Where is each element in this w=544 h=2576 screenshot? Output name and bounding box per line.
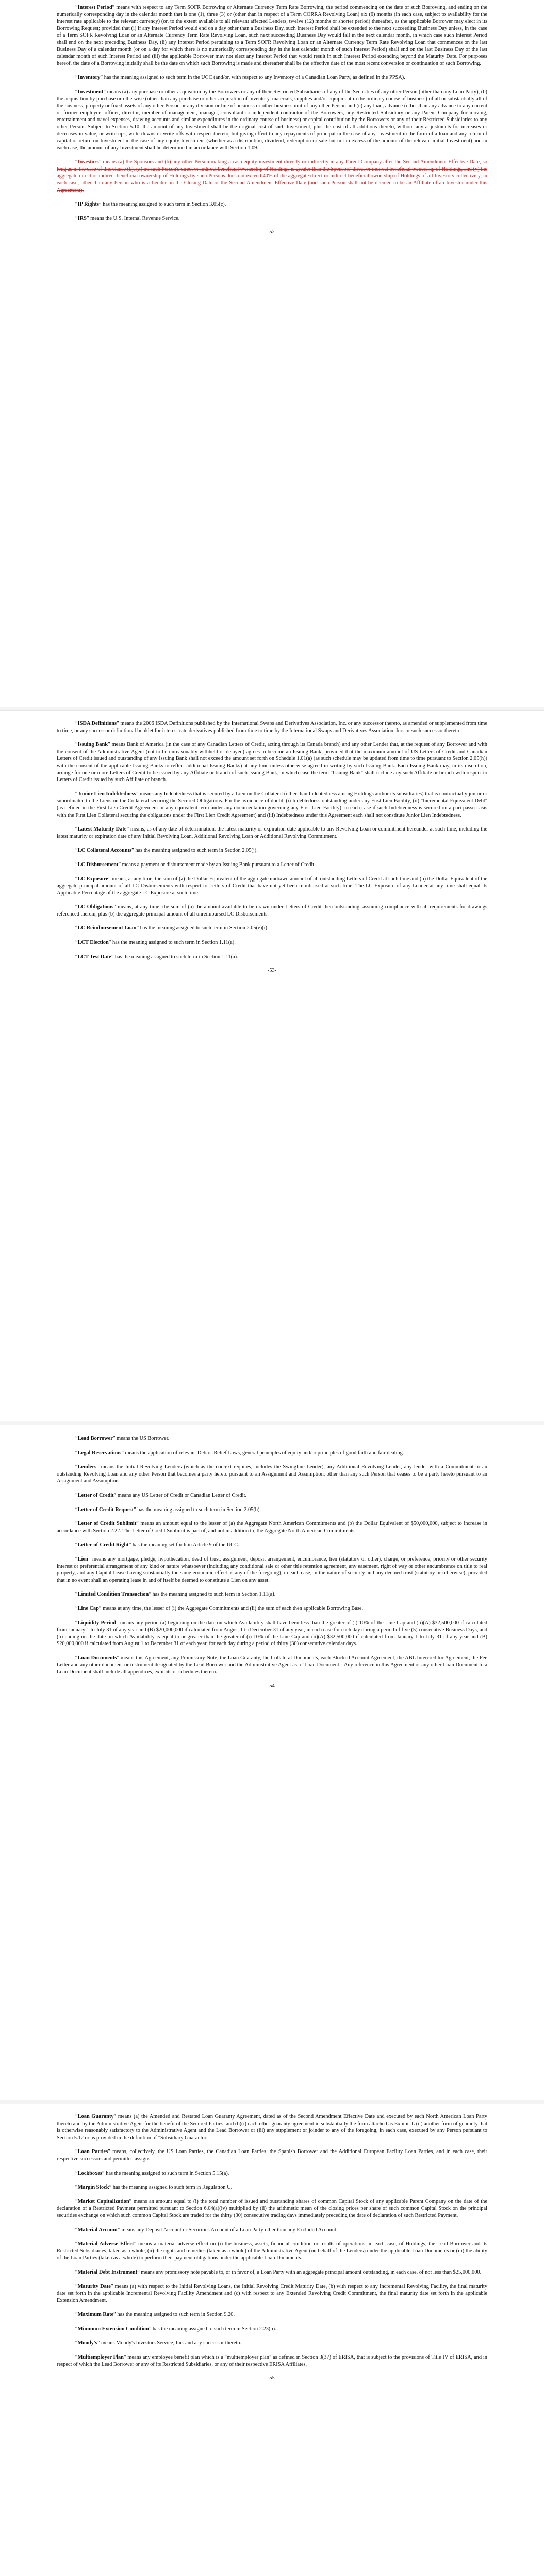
defined-term: Letter of Credit: [77, 1492, 114, 1498]
definition-multiemployer: “Multiemployer Plan” means any employee benefit plan which is a "multiemployer plan" as defined in Section 3(37) of ERISA, that is subject to the provisions of Title IV of ERISA, and in respect of which the Lead Borrower or any of its Restricted Subsidiaries, or any of their respective ERISA Affiliates,: [57, 2354, 487, 2367]
definition-text: has the meaning assigned to such term in Regulation U.: [111, 2184, 233, 2191]
definition-text: means any promissory note payable to, or in favor of, a Loan Party with an aggregate principal amount outstanding, in each case, of not less than $25,000,000.: [139, 2269, 482, 2275]
definition-inventory: “Inventory” has the meaning assigned to such term in the UCC (and/or, with respect to any Inventory of a Canadian Loan Party, as defined in the PPSA).: [75, 75, 405, 81]
defined-term: Loan Guaranty: [77, 2114, 114, 2120]
defined-term: Letter of Credit Sublimit: [77, 1521, 137, 1527]
definition-text: means Moody's Investors Service, Inc. and any successor thereto.: [100, 2340, 242, 2346]
defined-term: LC Reimbursement Loan: [77, 925, 137, 931]
defined-term: IP Rights: [77, 201, 99, 208]
page-53: [0, 720, 544, 973]
defined-term: IRS: [77, 215, 87, 222]
definition-mae: “Material Adverse Effect” means a material adverse effect on (i) the business, assets, financial condition or results of operations, in each case, of Holdings, the Lead Borrower and its Restricted Subsidiaries, taken as a whole, (ii) the rights and remedies (taken as a whole) of the Administrative Agent (on behalf of the Lenders) under the applicable Loan Documents or (iii) the ability of the Loan Parties (taken as a whole) to perform their payment obligations under the applicable Loan Documents.: [57, 2241, 488, 2261]
definition-legal-reservations: “Legal Reservations” means the application of relevant Debtor Relief Laws, general principles of equity and/or principles of good faith and fair dealing.: [75, 1450, 404, 1456]
definition-market-cap: “Market Capitalization” means an amount equal to (i) the total number of issued and outstanding shares of common Capital Stock of any applicable Parent Company on the date of the declaration of a Restricted Payment permitted pursuant to Section 6.04(a)(iv) multiplied by (ii) the arithmetic mean of the closing prices per share of such common Capital Stock on the principal securities exchange on which such common Capital Stock are traded for the thirty (30) consecutive trading days immediately preceding the date of declaration of such Restricted Payment.: [57, 2198, 487, 2218]
defined-term: Material Debt Instrument: [77, 2269, 138, 2275]
defined-term: Multiemployer Plan: [77, 2354, 124, 2361]
definition-lct-election: “LCT Election” has the meaning assigned to such term in Section 1.11(a).: [75, 940, 236, 946]
definition-lc-disbursement: “LC Disbursement” means a payment or disbursement made by an Issuing Bank pursuant to a Letter of Credit.: [75, 861, 316, 868]
definition-lc-collateral: “LC Collateral Accounts” has the meaning assigned to such term in Section 2.05(j).: [75, 848, 258, 854]
page-53-body: [57, 720, 487, 960]
defined-term: LC Obligations: [77, 904, 113, 910]
definition-text: means a payment or disbursement made by an Issuing Bank pursuant to a Letter of Credit.: [121, 861, 316, 868]
defined-term: Junior Lien Indebtedness: [77, 791, 136, 797]
page-54: [0, 1435, 544, 1689]
definition-text: has the meaning assigned to such term in Section 2.23(b).: [151, 2326, 276, 2332]
definition-text: has the meaning assigned to such term in Section 1.11(a).: [111, 940, 236, 946]
definition-maturity-date: “Maturity Date” means (a) with respect to the Initial Revolving Loans, the Initial Revolving Credit Maturity Date, (b) with respect to any Incremental Revolving Facility, the final maturity date set forth in the applicable Incremental Revolving Facility Amendment and (c) with respect to any Extended Revolving Credit Commitment, the final maturity date set forth in the applicable Extension Amendment.: [57, 2283, 488, 2303]
definition-text: has the meaning assigned to such term in Section 1.11(a).: [113, 954, 238, 960]
defined-term: Investors: [77, 159, 99, 165]
definition-maximum-rate: “Maximum Rate” has the meaning assigned to such term in Section 9.20.: [75, 2312, 235, 2318]
definition-loc-right: “Letter-of-Credit Right” has the meaning set forth in Article 9 of the UCC.: [75, 1542, 239, 1548]
definition-isda: “ISDA Definitions” means the 2006 ISDA Definitions published by the International Swaps and Derivatives Association, Inc. or any successor thereto, as amended or supplemented from time to time, or any successor definitional booklet for interest rate derivatives published from time to time by the International Swaps and Derivatives Association, Inc. or such successor thereto.: [57, 721, 487, 734]
definition-margin-stock: “Margin Stock” has the meaning assigned to such term in Regulation U.: [75, 2184, 233, 2191]
defined-term: Lockboxes: [77, 2170, 102, 2176]
definition-text: means an amount equal to the lesser of (a) the Aggregate North American Commitments and (b) the Dollar Equivalent of $50,000,000, subject to increase in accordance with Section 2.22. The Letter of Credit Sublimit is part of, and not in addition to, the Aggregate North American Commitments.: [57, 1521, 487, 1534]
definition-text: means (a) with respect to the Initial Revolving Loans, the Initial Revolving Credit Maturity Date, (b) with respect to any Incremental Revolving Facility, the final maturity date set forth in the applicable Incremental Revolving Facility Amendment and (c) with respect to any Extended Revolving Credit Commitment, the final maturity date set forth in the applicable Extension Amendment.: [57, 2283, 488, 2303]
page-55: [0, 2113, 544, 2381]
definition-lc-obligations: “LC Obligations” means, at any time, the sum of (a) the amount available to be drawn under Letters of Credit then outstanding, assuming compliance with all requirements for drawings referenced therein, plus (b) the aggregate principal amount of all unreimbursed LC Disbursements.: [57, 904, 487, 917]
definition-text: means with respect to any Term SOFR Borrowing or Alternate Currency Term Rate Borrowing, the period commencing on the date of such Borrowing, and ending on the numerically corresponding day in the calendar month that is one (1), three (3) or (other than in respect of a Term CORRA Revolving Loan) six (6) months (in each case, subject to availability for the interest rate applicable to the relevant currency) (or, to the extent available to all relevant affected Lenders, twelve (12) months or shorter period) thereafter, as the applicable Borrower may elect in its Borrowing Request; provided that (i) if any Interest Period would end on a day other than a Business Day, such Interest Period shall be extended to the next succeeding Business Day unless, in the case of a Term SOFR Revolving Loan or an Alternate Currency Term Rate Revolving Loan, such next succeeding Business Day would fall in the next calendar month, in which case such Interest Period shall end on the next preceding Business Day, (ii) any Interest Period pertaining to a Term SOFR Revolving Loan or an Alternate Currency Term Rate Revolving Loan that commences on the last Business Day of a calendar month (or on a day for which there is no numerically corresponding day in the last calendar month of such Interest Period) shall end on the last Business Day of the last calendar month of such Interest Period and (iii) the applicable Borrower may not elect any Interest Period that would result in such Interest Period extending beyond the Maturity Date. For purposes hereof, the date of a Borrowing initially shall be the date on which such Borrowing is made and thereafter shall be the effective date of the most recent conversion or continuation of such Borrowing.: [57, 5, 487, 66]
definition-text: means any employee benefit plan which is a "multiemployer plan" as defined in Section 3(37) of ERISA, that is subject to the provisions of Title IV of ERISA, and in respect of which the Lead Borrower or any of its Restricted Subsidiaries, or any of their respective ERISA Affiliates,: [57, 2354, 487, 2367]
page-54-body: [57, 1435, 487, 1676]
defined-term: Liquidity Period: [77, 1620, 116, 1626]
definition-limited-condition: “Limited Condition Transaction” has the meaning assigned to such term in Section 1.11(a).: [75, 1591, 276, 1598]
defined-term: Material Account: [77, 2227, 118, 2233]
defined-term: Latest Maturity Date: [77, 826, 127, 833]
definition-text: means, as of any date of determination, the latest maturity or expiration date applicable to any Revolving Loan or commitment hereunder at such time, including the latest maturity or expiration date of any Initial Revolving Loan, Additional Revolving Loan or Additional Revolving Commitment.: [57, 826, 487, 839]
defined-term: Lead Borrower: [77, 1436, 113, 1442]
defined-term: LC Collateral Accounts: [77, 848, 132, 854]
definition-text: has the meaning assigned to such term in Section 2.05(e)(i).: [138, 925, 269, 931]
defined-term: Moody's: [77, 2340, 97, 2346]
defined-term: Lien: [77, 1556, 88, 1562]
definition-text: means any Deposit Account or Securities Account of a Loan Party other than any Excluded Account.: [120, 2227, 338, 2233]
defined-term: LCT Test Date: [77, 954, 111, 960]
defined-term: Minimum Extension Condition: [77, 2326, 149, 2332]
definition-junior-lien: “Junior Lien Indebtedness” means any Indebtedness that is secured by a Lien on the Collateral (other than Indebtedness among Holdings and/or its subsidiaries) that is contractually junior or subordinated to the Liens on the Collateral securing the Secured Obligations. For the avoidance of doubt, (i) Indebtedness outstanding under any First Lien Facility, (ii) "Incremental Equivalent Debt" (as defined in the First Lien Credit Agreement or any equivalent term under any documentation governing any First Lien Facility), in each case if such Indebtedness is secured on a pari passu basis with the First Lien Collateral securing the obligations under the First Lien Credit Agreement) and (iii) Indebtedness under this Agreement each shall not constitute Junior Lien Indebtedness.: [57, 791, 487, 818]
definition-text: has the meaning assigned to such term in Section 5.15(a).: [104, 2170, 229, 2176]
page-divider: [0, 1421, 544, 1425]
definition-investment: “Investment” means (a) any purchase or other acquisition by the Borrowers or any of their Restricted Subsidiaries of any of the Securities of any other Person (other than any Loan Party), (b) the acquisition by purchase or otherwise (other than any purchase or other acquisition of inventory, materials, supplies and/or equipment in the ordinary course of business) of all or substantially all of the business, property or fixed assets of any other Person or any division or line of business or other business unit of any other Person and (c) any loan, advance (other than any advance to any current or former employee, officer, director, member of management, manager, consultant or independent contractor of the Borrowers, any Restricted Subsidiary or any Parent Company for moving, entertainment and travel expenses, drawing accounts and similar expenditures in the ordinary course of business) or capital contribution by the Borrowers or any of their Restricted Subsidiaries to any other Person. Subject to Section 5.10, the amount of any Investment shall be the original cost of such Investment, plus the cost of all additions thereto, without any adjustments for increases or decreases in value, or write-ups, write-downs or write-offs with respect thereto, but giving effect to any repayments of principal in the case of any Investment in the form of a loan and any return of capital or return on Investment in the case of any equity Investment (whether as a distribution, dividend, redemption or sale but not in excess of the amount of the relevant initial Investment) and in each case, the amount of any Investment shall be determined in accordance with Section 1.09.: [57, 89, 487, 151]
defined-term: Inventory: [77, 75, 101, 81]
defined-term: Interest Period: [77, 5, 112, 10]
defined-term: Lenders: [77, 1464, 96, 1470]
definition-text: means the US Borrower.: [115, 1436, 170, 1442]
definition-moodys: “Moody's” means Moody's Investors Service, Inc. and any successor thereto.: [75, 2340, 242, 2346]
definition-loan-guaranty: “Loan Guaranty” means (a) the Amended and Restated Loan Guaranty Agreement, dated as of the Second Amendment Effective Date and executed by each North American Loan Party thereto and by the Administrative Agent for the benefit of the Secured Parties, and (b)(i) each other guaranty agreement in substantially the form attached as Exhibit L (ii) another form of guaranty that is otherwise reasonably satisfactory to the Administrative Agent and the Lead Borrower or (iii) any supplement or joinder to any of the foregoing, in each case, executed by any Person pursuant to Section 5.12 or as provided in the definition of "Subsidiary Guarantor".: [57, 2114, 487, 2141]
definition-letter-of-credit: “Letter of Credit” means any US Letter of Credit or Canadian Letter of Credit.: [75, 1492, 247, 1498]
definition-text: means any Indebtedness that is secured by a Lien on the Collateral (other than Indebtedness among Holdings and/or its subsidiaries) that is contractually junior or subordinated to the Liens on the Collateral securing the Secured Obligations. For the avoidance of doubt, (i) Indebtedness outstanding under any First Lien Facility, (ii) "Incremental Equivalent Debt" (as defined in the First Lien Credit Agreement or any equivalent term under any documentation governing any First Lien Facility), in each case if such Indebtedness is secured on a pari passu basis with the First Lien Collateral securing the obligations under the First Lien Credit Agreement) and (iii) Indebtedness under this Agreement each shall not constitute Junior Lien Indebtedness.: [57, 791, 487, 818]
definition-text: means, collectively, the US Loan Parties, the Canadian Loan Parties, the Spanish Borrower and the Additional European Facility Loan Parties, and in each case, their respective successors and permitted assigns.: [57, 2149, 487, 2162]
definition-text: has the meaning assigned to such term in the UCC (and/or, with respect to any Inventory of a Canadian Loan Party, as defined in the PPSA).: [103, 75, 405, 81]
page-number: -52-: [267, 229, 277, 235]
defined-term: Material Adverse Effect: [77, 2241, 134, 2247]
definition-ip-rights: “IP Rights” has the meaning assigned to such term in Section 3.05(c).: [75, 201, 226, 208]
definition-text: means (a) the Amended and Restated Loan Guaranty Agreement, dated as of the Second Amendment Effective Date and executed by each North American Loan Party thereto and by the Administrative Agent for the benefit of the Secured Parties, and (b)(i) each other guaranty agreement in substantially the form attached as Exhibit L (ii) another form of guaranty that is otherwise reasonably satisfactory to the Administrative Agent and the Lead Borrower or (iii) any supplement or joinder to any of the foregoing, in each case, executed by any Person pursuant to Section 5.12 or as provided in the definition of "Subsidiary Guarantor".: [57, 2114, 487, 2141]
definition-text: has the meaning assigned to such term in Section 2.05(b).: [136, 1506, 261, 1513]
page-divider: [0, 707, 544, 711]
definition-text: has the meaning assigned to such term in Section 1.11(a).: [151, 1591, 276, 1598]
page-number: -55-: [267, 2375, 277, 2381]
definition-text: means, at any time, the sum of (a) the Dollar Equivalent of the aggregate undrawn amount of all outstanding Letters of Credit at such time and (b) the Dollar Equivalent of the aggregate principal amount of all LC Disbursements with respect to Letters of Credit that have not yet been reimbursed at such time. The LC Exposure of any Lender at any time shall equal its Applicable Percentage of the aggregate LC Exposure at such time.: [57, 876, 487, 896]
definition-text: has the meaning assigned to such term in Section 2.05(j).: [134, 848, 258, 854]
defined-term: Limited Condition Transaction: [77, 1591, 149, 1598]
defined-term: Market Capitalization: [77, 2198, 129, 2205]
definition-lockboxes: “Lockboxes” has the meaning assigned to such term in Section 5.15(a).: [75, 2170, 229, 2176]
definition-loc-request: “Letter of Credit Request” has the meaning assigned to such term in Section 2.05(b).: [75, 1506, 261, 1513]
defined-term: Issuing Bank: [77, 742, 108, 748]
defined-term: Legal Reservations: [77, 1450, 122, 1456]
page-number: -53-: [267, 968, 277, 974]
page-number: -54-: [267, 1683, 277, 1689]
defined-term: LCT Election: [77, 940, 109, 946]
definition-text: means the Initial Revolving Lenders (which as the context requires, includes the Swingline Lender), any Additional Revolving Lender, any lender with a Commitment or an outstanding Revolving Loan and any other Person that becomes a party hereto pursuant to an Assignment and Assumption, other than any such Person that ceases to be a party hereto pursuant to an Assignment and Assumption.: [57, 1464, 487, 1484]
definition-loan-parties: “Loan Parties” means, collectively, the US Loan Parties, the Canadian Loan Parties, the Spanish Borrower and the Additional European Facility Loan Parties, and in each case, their respective successors and permitted assigns.: [57, 2149, 487, 2162]
definition-text: means any US Letter of Credit or Canadian Letter of Credit.: [116, 1492, 247, 1498]
definition-text: means (a) the Sponsors and (b) any other Person making a cash equity investment directly or indirectly in any Parent Company after the Second Amendment Effective Date, so long as in the case of this clause (b), (x) no such Person's direct or indirect beneficial ownership of Holdings is greater than the Sponsors' direct or indirect beneficial ownership of Holdings, and (y) the aggregate direct or indirect beneficial ownership of Holdings by such Persons does not exceed 40% of the aggregate direct or indirect beneficial ownership of Holdings of all Investors collectively, in each case, other than any Person who is a Lender on the Closing Date or the Second Amendment Effective Date (and such Person shall not be deemed to be an Affiliate of an Investor under this Agreement).: [57, 159, 487, 193]
definition-loc-sublimit: “Letter of Credit Sublimit” means an amount equal to the lesser of (a) the Aggregate North American Commitments and (b) the Dollar Equivalent of $50,000,000, subject to increase in accordance with Section 2.22. The Letter of Credit Sublimit is part of, and not in addition to, the Aggregate North American Commitments.: [57, 1521, 487, 1534]
definition-text: means at any time, the lesser of (i) the Aggregate Commitments and (ii) the sum of each then applicable Borrowing Base.: [101, 1605, 364, 1612]
page-52: [0, 4, 544, 235]
definition-lead-borrower: “Lead Borrower” means the US Borrower.: [75, 1436, 170, 1442]
definition-text: has the meaning assigned to such term in Section 9.20.: [116, 2312, 235, 2318]
definition-issuing-bank: “Issuing Bank” means Bank of America (in the case of any Canadian Letters of Credit, acting through its Canada branch) and any other Lender that, at the request of any Borrower and with the consent of the Administrative Agent (not to be unreasonably withheld or delayed) agrees to become an Issuing Bank; provided that the maximum amount of US Letters of Credit and Canadian Letters of Credit issued and outstanding of any Issuing Bank shall not exceed the amount set forth on Schedule 1.01(a) (as such schedule may be updated from time to time pursuant to Section 2.05(h)) with the consent of the applicable Issuing Banks to reflect additional Issuing Banks) at any time unless otherwise agreed in writing by such Issuing Bank. Each Issuing Bank may, in its discretion, arrange for one or more Letters of Credit to be issued by any Affiliate or branch of such Issuing Bank, in which case the term "Issuing Bank" shall include any such Affiliate or branch with respect to Letters of Credit issued by such Affiliate or branch.: [57, 742, 487, 783]
definition-min-extension: “Minimum Extension Condition” has the meaning assigned to such term in Section 2.23(b).: [75, 2326, 276, 2332]
defined-term: LC Disbursement: [77, 861, 119, 868]
page-divider: [0, 2100, 544, 2104]
defined-term: Loan Parties: [77, 2149, 108, 2155]
defined-term: Margin Stock: [77, 2184, 109, 2191]
definition-text: means any period (a) beginning on the date on which Availability shall have been less than the greater of (i) 10% of the Line Cap and (ii)(A) $32,500,000 if calculated from January 1 to July 31 of any year and (B) $20,000,000 if calculated from August 1 to December 31 of any year, in each case for each day during a period of five (5) consecutive Business Days, and (b) ending on the date on which Availability is equal to or greater than the greater of (i) 10% of the Line Cap and (ii)(A) $32,500,000 if calculated from January 1 to July 31 of any year and (B) $20,000,000 if calculated from August 1 to December 31 of each year, for each day during a period of thirty (30) consecutive calendar days.: [57, 1620, 487, 1647]
definition-text: means any mortgage, pledge, hypothecation, deed of trust, assignment, deposit arrangement, encumbrance, lien (statutory or other), charge, or preference, priority or other security interest or preferential arrangement of any kind or nature whatsoever (including any conditional sale or other title retention agreement, any easement, right of way or other encumbrance on title to real property, and any Capital Lease having substantially the same economic effect as any of the foregoing), in each case, in the nature of security and any deemed trust (statutory or otherwise); provided that in no event shall an operating lease in and of itself be deemed to constitute a Lien on any asset.: [57, 1556, 487, 1583]
definition-lct-test-date: “LCT Test Date” has the meaning assigned to such term in Section 1.11(a).: [75, 954, 238, 960]
definition-interest-period: “Interest Period” means with respect to any Term SOFR Borrowing or Alternate Currency Term Rate Borrowing, the period commencing on the date of such Borrowing, and ending on the numerically corresponding day in the calendar month that is one (1), three (3) or (other than in respect of a Term CORRA Revolving Loan) six (6) months (in each case, subject to availability for the interest rate applicable to the relevant currency) (or, to the extent available to all relevant affected Lenders, twelve (12) months or shorter period) thereafter, as the applicable Borrower may elect in its Borrowing Request; provided that (i) if any Interest Period would end on a day other than a Business Day, such Interest Period shall be extended to the next succeeding Business Day unless, in the case of a Term SOFR Revolving Loan or an Alternate Currency Term Rate Revolving Loan, such next succeeding Business Day would fall in the next calendar month, in which case such Interest Period shall end on the next preceding Business Day, (ii) any Interest Period pertaining to a Term SOFR Revolving Loan or an Alternate Currency Term Rate Revolving Loan that commences on the last Business Day of a calendar month (or on a day for which there is no numerically corresponding day in the last calendar month of such Interest Period) shall end on the last Business Day of the last calendar month of such Interest Period and (iii) the applicable Borrower may not elect any Interest Period that would result in such Interest Period extending beyond the Maturity Date. For purposes hereof, the date of a Borrowing initially shall be the date on which such Borrowing is made and thereafter shall be the effective date of the most recent conversion or continuation of such Borrowing.: [57, 5, 487, 66]
definition-material-account: “Material Account” means any Deposit Account or Securities Account of a Loan Party other than any Excluded Account.: [75, 2227, 338, 2233]
definition-line-cap: “Line Cap” means at any time, the lesser of (i) the Aggregate Commitments and (ii) the sum of each then applicable Borrowing Base.: [75, 1605, 364, 1612]
definition-material-debt: “Material Debt Instrument” means any promissory note payable to, or in favor of, a Loan Party with an aggregate principal amount outstanding, in each case, of not less than $25,000,000.: [75, 2269, 482, 2275]
definition-text: has the meaning assigned to such term in Section 3.05(c).: [101, 201, 226, 208]
defined-term: Letter of Credit Request: [77, 1506, 134, 1513]
definition-lc-exposure: “LC Exposure” means, at any time, the sum of (a) the Dollar Equivalent of the aggregate undrawn amount of all outstanding Letters of Credit at such time and (b) the Dollar Equivalent of the aggregate principal amount of all LC Disbursements with respect to Letters of Credit that have not yet been reimbursed at such time. The LC Exposure of any Lender at any time shall equal its Applicable Percentage of the aggregate LC Exposure at such time.: [57, 876, 487, 896]
definition-text: means (a) any purchase or other acquisition by the Borrowers or any of their Restricted Subsidiaries of any of the Securities of any other Person (other than any Loan Party), (b) the acquisition by purchase or otherwise (other than any purchase or other acquisition of inventory, materials, supplies and/or equipment in the ordinary course of business) of all or substantially all of the business, property or fixed assets of any other Person or any division or line of business or other business unit of any other Person and (c) any loan, advance (other than any advance to any current or former employee, officer, director, member of management, manager, consultant or independent contractor of the Borrowers, any Restricted Subsidiary or any Parent Company for moving, entertainment and travel expenses, drawing accounts and similar expenditures in the ordinary course of business) or capital contribution by the Borrowers or any of their Restricted Subsidiaries to any other Person. Subject to Section 5.10, the amount of any Investment shall be the original cost of such Investment, plus the cost of all additions thereto, without any adjustments for increases or decreases in value, or write-ups, write-downs or write-offs with respect thereto, but giving effect to any repayments of principal in the case of any Investment in the form of a loan and any return of capital or return on Investment in the case of any equity Investment (whether as a distribution, dividend, redemption or sale but not in excess of the amount of the relevant initial Investment) and in each case, the amount of any Investment shall be determined in accordance with Section 1.09.: [57, 89, 487, 151]
definition-investors-struck: “Investors” means (a) the Sponsors and (b) any other Person making a cash equity investment directly or indirectly in any Parent Company after the Second Amendment Effective Date, so long as in the case of this clause (b), (x) no such Person's direct or indirect beneficial ownership of Holdings is greater than the Sponsors' direct or indirect beneficial ownership of Holdings, and (y) the aggregate direct or indirect beneficial ownership of Holdings by such Persons does not exceed 40% of the aggregate direct or indirect beneficial ownership of Holdings of all Investors collectively, in each case, other than any Person who is a Lender on the Closing Date or the Second Amendment Effective Date (and such Person shall not be deemed to be an Affiliate of an Investor under this Agreement).: [57, 159, 487, 193]
definition-text: means this Agreement, any Promissory Note, the Loan Guaranty, the Collateral Documents, each Blocked Account Agreement, the ABL Intercreditor Agreement, the Fee Letter and any other document or instrument designated by the Lead Borrower and the Administrative Agent as a "Loan Document." Any reference in this Agreement or any other Loan Document to a Loan Document shall include all appendices, exhibits or schedules thereto.: [57, 1655, 488, 1675]
defined-term: LC Exposure: [77, 876, 108, 882]
page-52-body: [57, 4, 487, 222]
definition-latest-maturity: “Latest Maturity Date” means, as of any date of determination, the latest maturity or expiration date applicable to any Revolving Loan or commitment hereunder at such time, including the latest maturity or expiration date of any Initial Revolving Loan, Additional Revolving Loan or Additional Revolving Commitment.: [57, 826, 487, 839]
definition-liquidity-period: “Liquidity Period” means any period (a) beginning on the date on which Availability shall have been less than the greater of (i) 10% of the Line Cap and (ii)(A) $32,500,000 if calculated from January 1 to July 31 of any year and (B) $20,000,000 if calculated from August 1 to December 31 of any year, in each case for each day during a period of five (5) consecutive Business Days, and (b) ending on the date on which Availability is equal to or greater than the greater of (i) 10% of the Line Cap and (ii)(A) $32,500,000 if calculated from January 1 to July 31 of any year and (B) $20,000,000 if calculated from August 1 to December 31 of each year, for each day during a period of thirty (30) consecutive calendar days.: [57, 1620, 487, 1647]
definition-text: means the U.S. Internal Revenue Service.: [89, 215, 180, 222]
defined-term: Investment: [77, 89, 104, 95]
defined-term: Maximum Rate: [77, 2312, 114, 2318]
definition-text: means a material adverse effect on (i) the business, assets, financial condition or results of operations, in each case, of Holdings, the Lead Borrower and its Restricted Subsidiaries, taken as a whole, (ii) the rights and remedies (taken as a whole) of the Administrative Agent (on behalf of the Lenders) under the applicable Loan Documents or (iii) the ability of the Loan Parties (taken as a whole) to perform their payment obligations under the applicable Loan Documents.: [57, 2241, 488, 2261]
definition-lenders: “Lenders” means the Initial Revolving Lenders (which as the context requires, includes the Swingline Lender), any Additional Revolving Lender, any lender with a Commitment or an outstanding Revolving Loan and any other Person that becomes a party hereto pursuant to an Assignment and Assumption, other than any such Person that ceases to be a party hereto pursuant to an Assignment and Assumption.: [57, 1464, 487, 1484]
definition-text: means the application of relevant Debtor Relief Laws, general principles of equity and/or principles of good faith and fair dealing.: [123, 1450, 404, 1456]
definition-loan-documents: “Loan Documents” means this Agreement, any Promissory Note, the Loan Guaranty, the Collateral Documents, each Blocked Account Agreement, the ABL Intercreditor Agreement, the Fee Letter and any other document or instrument designated by the Lead Borrower and the Administrative Agent as a "Loan Document." Any reference in this Agreement or any other Loan Document to a Loan Document shall include all appendices, exhibits or schedules thereto.: [57, 1655, 488, 1675]
defined-term: Maturity Date: [77, 2283, 111, 2290]
definition-text: has the meaning set forth in Article 9 of the UCC.: [131, 1542, 239, 1548]
defined-term: Letter-of-Credit Right: [77, 1542, 129, 1548]
definition-lc-reimbursement: “LC Reimbursement Loan” has the meaning assigned to such term in Section 2.05(e)(i).: [75, 925, 269, 931]
defined-term: Line Cap: [77, 1605, 99, 1612]
definition-text: means, at any time, the sum of (a) the amount available to be drawn under Letters of Credit then outstanding, assuming compliance with all requirements for drawings referenced therein, plus (b) the aggregate principal amount of all unreimbursed LC Disbursements.: [57, 904, 487, 917]
defined-term: ISDA Definitions: [77, 721, 117, 726]
definition-irs: “IRS” means the U.S. Internal Revenue Service.: [75, 215, 180, 222]
definition-text: means the 2006 ISDA Definitions published by the International Swaps and Derivatives Association, Inc. or any successor thereto, as amended or supplemented from time to time, or any successor definitional booklet for interest rate derivatives published from time to time by the International Swaps and Derivatives Association, Inc. or such successor thereto.: [57, 721, 487, 734]
definition-text: means Bank of America (in the case of any Canadian Letters of Credit, acting through its Canada branch) and any other Lender that, at the request of any Borrower and with the consent of the Administrative Agent (not to be unreasonably withheld or delayed) agrees to become an Issuing Bank; provided that the maximum amount of US Letters of Credit and Canadian Letters of Credit issued and outstanding of any Issuing Bank shall not exceed the amount set forth on Schedule 1.01(a) (as such schedule may be updated from time to time pursuant to Section 2.05(h)) with the consent of the applicable Issuing Banks to reflect additional Issuing Banks) at any time unless otherwise agreed in writing by such Issuing Bank. Each Issuing Bank may, in its discretion, arrange for one or more Letters of Credit to be issued by any Affiliate or branch of such Issuing Bank, in which case the term "Issuing Bank" shall include any such Affiliate or branch with respect to Letters of Credit issued by such Affiliate or branch.: [57, 742, 487, 783]
defined-term: Loan Documents: [77, 1655, 117, 1661]
definition-lien: “Lien” means any mortgage, pledge, hypothecation, deed of trust, assignment, deposit arrangement, encumbrance, lien (statutory or other), charge, or preference, priority or other security interest or preferential arrangement of any kind or nature whatsoever (including any conditional sale or other title retention agreement, any easement, right of way or other encumbrance on title to real property, and any Capital Lease having substantially the same economic effect as any of the foregoing), in each case, in the nature of security and any deemed trust (statutory or otherwise); provided that in no event shall an operating lease in and of itself be deemed to constitute a Lien on any asset.: [57, 1556, 487, 1583]
page-55-body: [57, 2113, 487, 2368]
definition-text: means an amount equal to (i) the total number of issued and outstanding shares of common Capital Stock of any applicable Parent Company on the date of the declaration of a Restricted Payment permitted pursuant to Section 6.04(a)(iv) multiplied by (ii) the arithmetic mean of the closing prices per share of such common Capital Stock on the principal securities exchange on which such common Capital Stock are traded for the thirty (30) consecutive trading days immediately preceding the date of declaration of such Restricted Payment.: [57, 2198, 487, 2218]
